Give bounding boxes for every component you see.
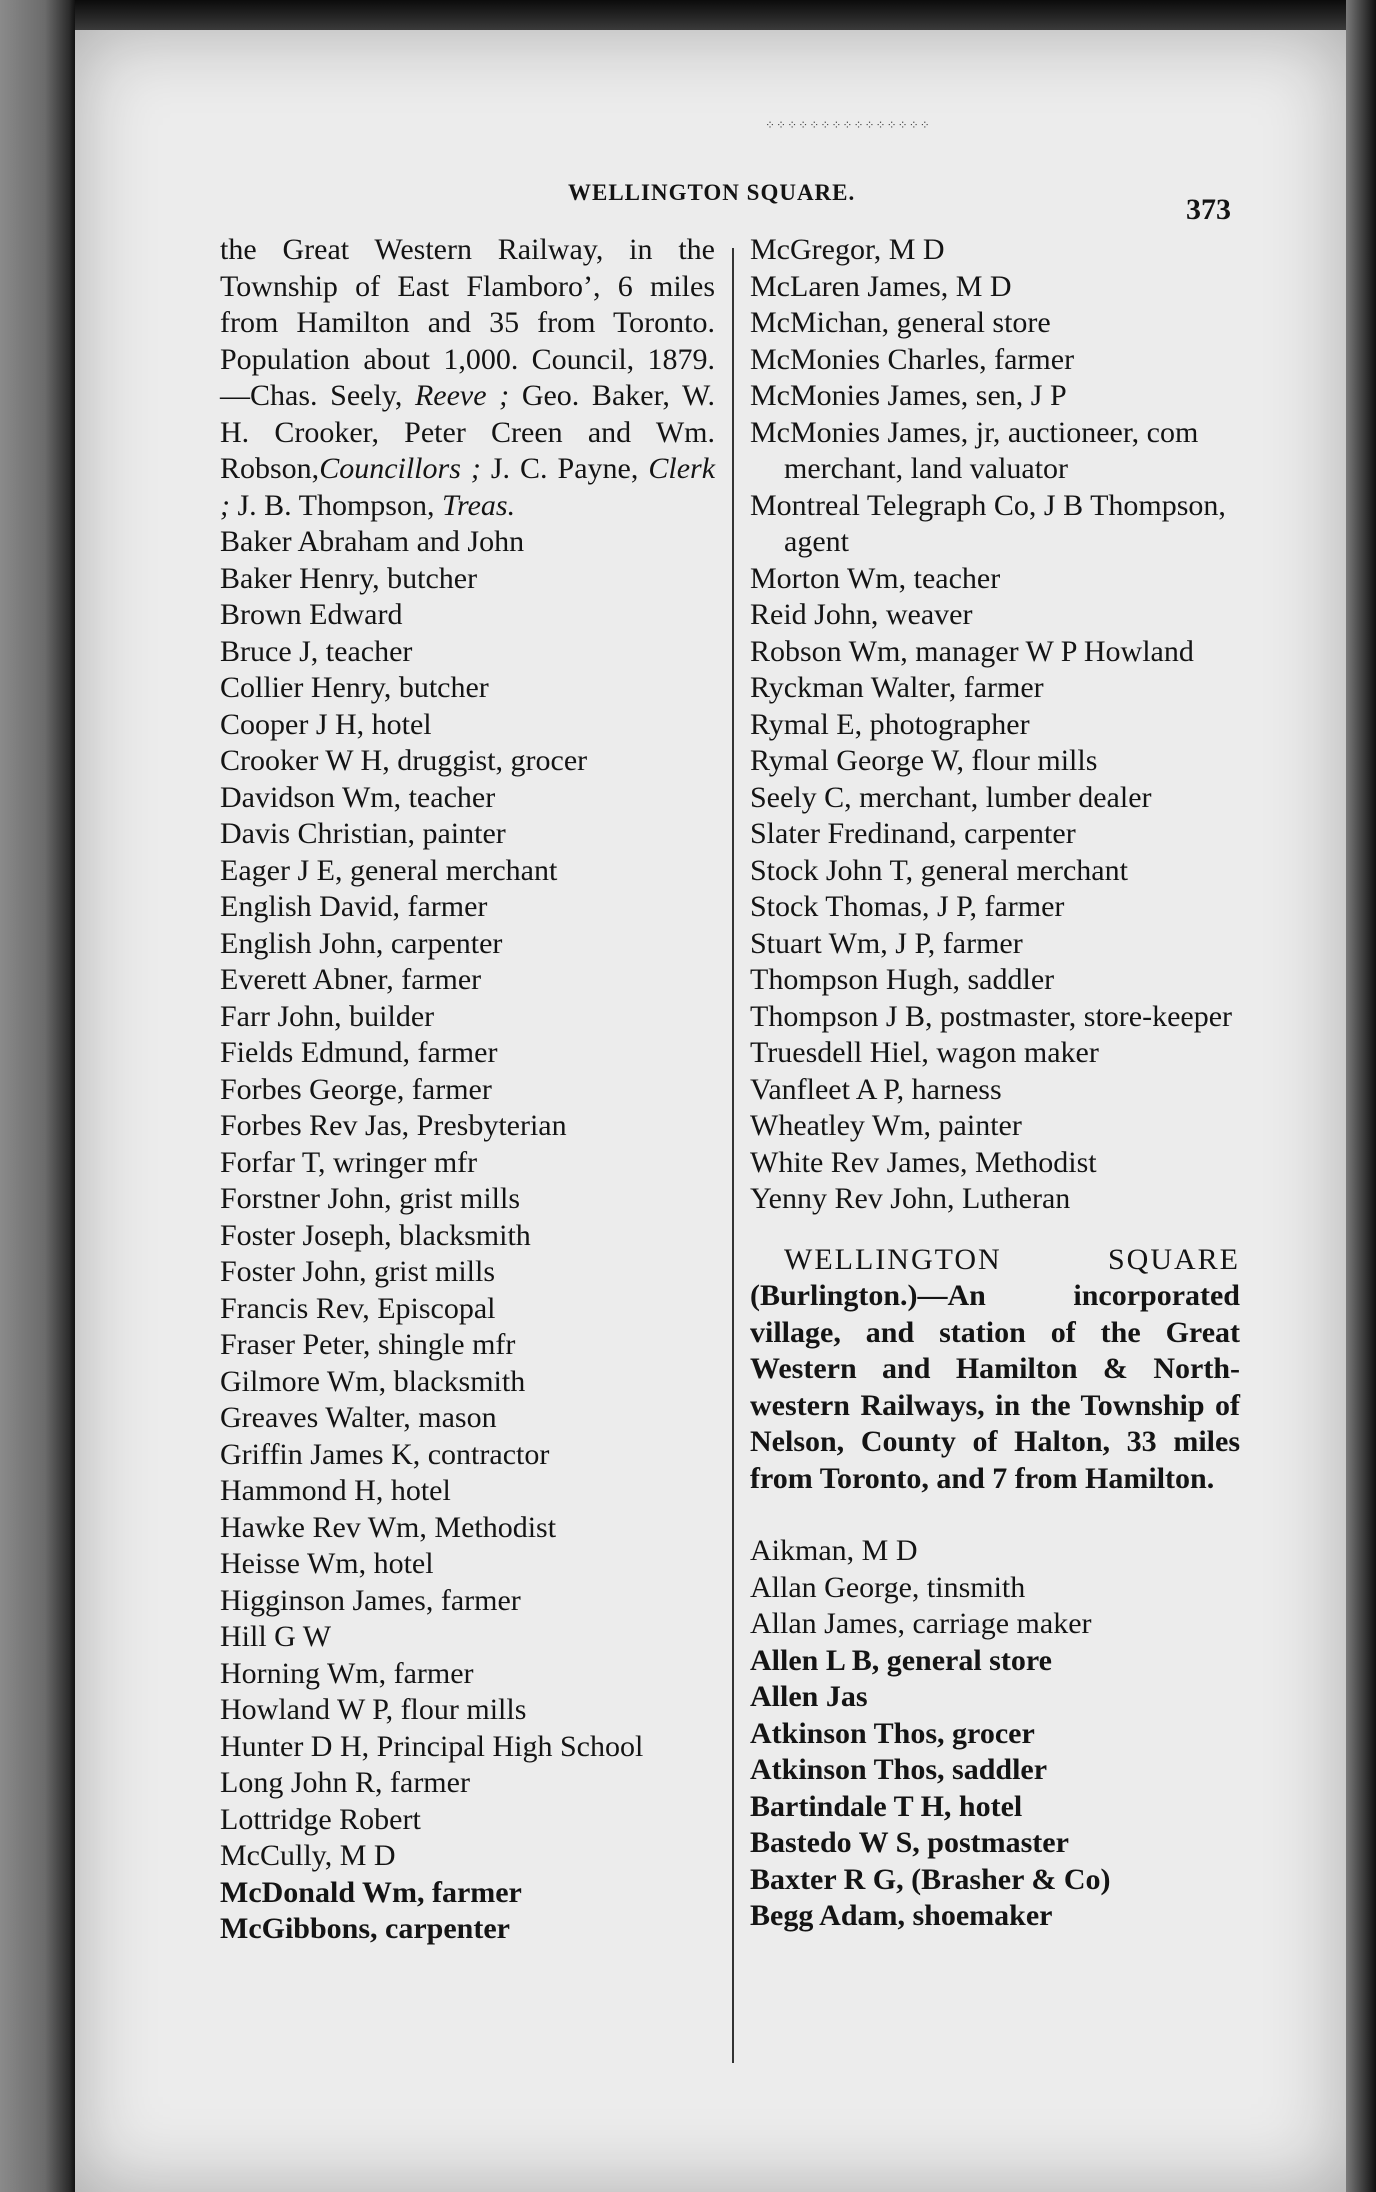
directory-entry: Bartindale T H, hotel <box>750 1789 1023 1823</box>
directory-entry: McMonies James, jr, auctioneer, com merchant, land valuator <box>750 415 1199 485</box>
directory-entry: Hunter D H, Principal High School <box>220 1729 644 1763</box>
directory-entry: Stock Thomas, J P, farmer <box>750 890 1065 923</box>
directory-entry: Montreal Telegraph Co, J B Thompson, agent <box>750 488 1226 558</box>
directory-entry: Davidson Wm, teacher <box>220 780 496 814</box>
right-column <box>750 232 1240 1935</box>
section-heading: WELLINGTON SQUARE <box>784 1242 1240 1276</box>
directory-entry: Slater Fredinand, carpenter <box>750 817 1076 850</box>
header-ornament: ⁘⁘⁘⁘⁘⁘⁘⁘⁘⁘⁘⁘⁘⁘⁘ <box>765 118 931 132</box>
directory-entry: Morton Wm, teacher <box>750 561 1001 595</box>
directory-entry: McMonies Charles, farmer <box>750 342 1075 376</box>
directory-entry: Stuart Wm, J P, farmer <box>750 926 1023 960</box>
directory-entry: Crooker W H, druggist, grocer <box>220 744 588 777</box>
directory-entry: Davis Christian, painter <box>220 817 506 850</box>
directory-entry: Robson Wm, manager W P Howland <box>750 634 1194 668</box>
directory-entry: Forstner John, grist mills <box>220 1182 521 1215</box>
scan-right-edge <box>1346 0 1376 2192</box>
directory-entry: Higginson James, farmer <box>220 1583 521 1617</box>
directory-entry: Stock John T, general merchant <box>750 853 1128 887</box>
directory-entry: McDonald Wm, farmer <box>220 1875 522 1909</box>
directory-entry: Fraser Peter, shingle mfr <box>220 1328 516 1361</box>
column-divider <box>732 248 734 2063</box>
directory-entry: Forbes George, farmer <box>220 1072 492 1106</box>
directory-entry: Wheatley Wm, painter <box>750 1109 1022 1142</box>
scan-top-edge <box>0 0 1376 30</box>
directory-entry: Yenny Rev John, Lutheran <box>750 1182 1071 1215</box>
directory-entry: Atkinson Thos, saddler <box>750 1753 1048 1786</box>
directory-entry: Ryckman Walter, farmer <box>750 671 1044 704</box>
directory-entry: Long John R, farmer <box>220 1766 470 1799</box>
directory-entry: Horning Wm, farmer <box>220 1656 474 1690</box>
scan-left-edge <box>0 0 75 2192</box>
right-entry-list <box>750 232 1240 1218</box>
directory-entry: Foster Joseph, blacksmith <box>220 1218 531 1252</box>
section2-entry-list <box>750 1533 1240 1935</box>
running-head: WELLINGTON SQUARE. <box>568 180 856 205</box>
directory-entry: Baxter R G, (Brasher & Co) <box>750 1862 1111 1896</box>
directory-entry: Everett Abner, farmer <box>220 963 482 996</box>
directory-entry: McLaren James, M D <box>750 269 1012 303</box>
directory-entry: Bruce J, teacher <box>220 634 413 668</box>
directory-entry: Allen L B, general store <box>750 1643 1052 1677</box>
directory-entry: McGibbons, carpenter <box>220 1912 510 1945</box>
directory-entry: Baker Henry, butcher <box>220 561 478 595</box>
section-description: (Burlington.)—An incorporated village, and station of the Great Western and Hamilton & North-western Railways, in the Township of Nelson, County of Halton, 33 miles from Toronto, and 7 from Hamilton. <box>750 1279 1240 1495</box>
directory-entry: Lottridge Robert <box>220 1802 421 1836</box>
directory-entry: Allan George, tinsmith <box>750 1570 1026 1604</box>
directory-entry: Reid John, weaver <box>750 598 973 631</box>
directory-entry: Cooper J H, hotel <box>220 707 432 741</box>
directory-entry: Gilmore Wm, blacksmith <box>220 1364 526 1398</box>
intro-paragraph: the Great Western Railway, in the Township of East Flamboro’, 6 miles from Hamilton and 35 from Toronto. Population about 1,000. Council, 1879.—Chas. Seely, Reeve ; Geo. Baker, W. H. Crooker, Peter Creen and Wm. Robson,Councillors ; J. C. Payne, Clerk ; J. B. Thompson, Treas. <box>220 233 716 522</box>
directory-entry: Hill G W <box>220 1620 332 1653</box>
page-number: 373 <box>1186 193 1231 226</box>
directory-entry: Heisse Wm, hotel <box>220 1547 434 1580</box>
directory-entry: Vanfleet A P, harness <box>750 1072 1002 1106</box>
directory-entry: McCully, M D <box>220 1839 396 1872</box>
directory-entry: Bastedo W S, postmaster <box>750 1826 1069 1859</box>
directory-entry: Allen Jas <box>750 1680 868 1713</box>
directory-entry: McMichan, general store <box>750 306 1051 339</box>
directory-entry: Hawke Rev Wm, Methodist <box>220 1510 557 1544</box>
directory-entry: White Rev James, Methodist <box>750 1145 1097 1179</box>
directory-entry: Seely C, merchant, lumber dealer <box>750 780 1152 814</box>
directory-entry: Hammond H, hotel <box>220 1474 451 1507</box>
directory-entry: English David, farmer <box>220 890 488 923</box>
directory-entry: Aikman, M D <box>750 1534 918 1567</box>
directory-entry: Forfar T, wringer mfr <box>220 1145 478 1179</box>
directory-entry: Begg Adam, shoemaker <box>750 1899 1053 1932</box>
directory-entry: McMonies James, sen, J P <box>750 379 1067 412</box>
directory-entry: English John, carpenter <box>220 926 503 960</box>
directory-entry: Francis Rev, Episcopal <box>220 1291 496 1325</box>
directory-entry: Allan James, carriage maker <box>750 1607 1092 1640</box>
directory-entry: Griffin James K, contractor <box>220 1437 550 1471</box>
directory-entry: Fields Edmund, farmer <box>220 1036 498 1069</box>
directory-entry: Baker Abraham and John <box>220 525 525 558</box>
directory-entry: Atkinson Thos, grocer <box>750 1716 1035 1750</box>
directory-entry: Rymal George W, flour mills <box>750 744 1098 777</box>
directory-entry: Foster John, grist mills <box>220 1255 496 1288</box>
directory-entry: Greaves Walter, mason <box>220 1401 497 1434</box>
directory-entry: Forbes Rev Jas, Presbyterian <box>220 1109 567 1142</box>
left-column <box>220 232 715 1948</box>
directory-entry: McGregor, M D <box>750 233 945 266</box>
directory-entry: Eager J E, general merchant <box>220 853 558 887</box>
directory-entry: Farr John, builder <box>220 999 435 1033</box>
directory-entry: Howland W P, flour mills <box>220 1693 527 1726</box>
directory-entry: Rymal E, photographer <box>750 707 1030 741</box>
directory-entry: Truesdell Hiel, wagon maker <box>750 1036 1099 1069</box>
directory-entry: Thompson J B, postmaster, store-keeper <box>750 999 1233 1033</box>
directory-entry: Collier Henry, butcher <box>220 671 489 704</box>
left-entry-list <box>220 524 715 1948</box>
directory-entry: Thompson Hugh, saddler <box>750 963 1055 996</box>
directory-entry: Brown Edward <box>220 598 403 631</box>
